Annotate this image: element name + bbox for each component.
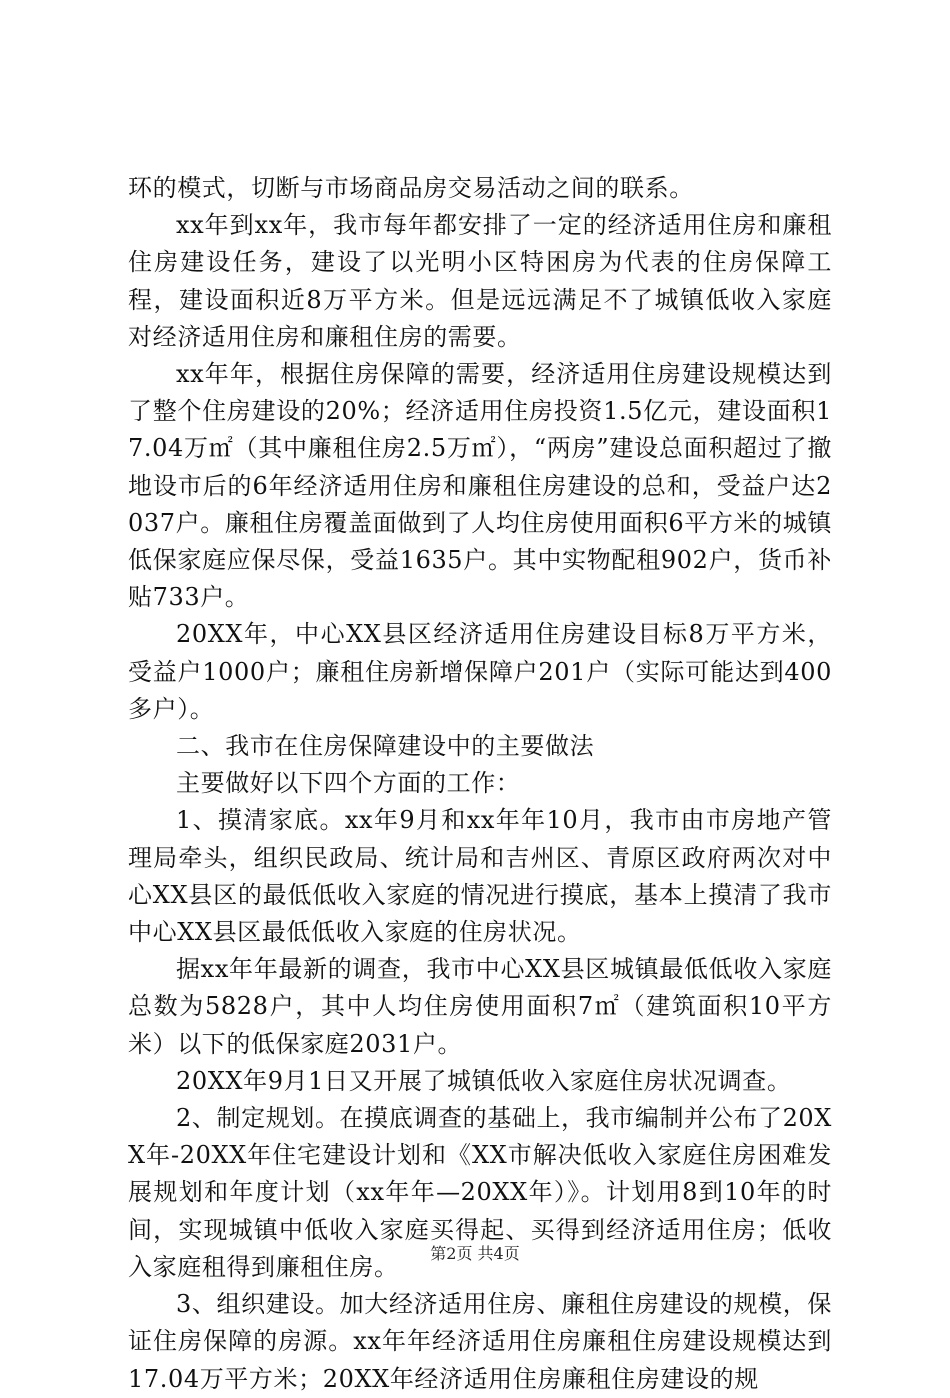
page-footer: 第2页 共4页 [430,1244,520,1263]
paragraph-3: xx年年，根据住房保障的需要，经济适用住房建设规模达到了整个住房建设的20%；经济适用住房投资1.5亿元，建设面积17.04万㎡（其中廉租住房2.5万㎡），“两房”建设总面积超过了撤地设市后的6年经济适用住房和廉租住房建设的总和，受益户达2037户。廉租住房覆盖面做到了人均住房使用面积6平方米的城镇低保家庭应保尽保，受益1635户。其中实物配租902户，货币补贴733户。 [128,360,832,612]
paragraph-4: 20XX年，中心XX县区经济适用住房建设目标8万平方米，受益户1000户；廉租住房新增保障户201户（实际可能达到400多户）。 [128,620,832,723]
paragraph-2: xx年到xx年，我市每年都安排了一定的经济适用住房和廉租住房建设任务，建设了以光明小区特困房为代表的住房保障工程，建设面积近8万平方米。但是远远满足不了城镇低收入家庭对经济适用住房和廉租住房的需要。 [128,211,832,351]
document-body [128,170,832,1398]
paragraph-1: 环的模式，切断与市场商品房交易活动之间的联系。 [128,174,694,202]
paragraph-6: 1、摸清家底。xx年9月和xx年年10月，我市由市房地产管理局牵头，组织民政局、统计局和吉州区、青原区政府两次对中心XX县区的最低低收入家庭的情况进行摸底，基本上摸清了我市中心XX县区最低低收入家庭的住房状况。 [128,806,832,947]
paragraph-10: 3、组织建设。加大经济适用住房、廉租住房建设的规模，保证住房保障的房源。xx年年经济适用住房廉租住房建设规模达到17.04万平方米；20XX年经济适用住房廉租住房建设的规 [128,1290,832,1393]
paragraph-8: 20XX年9月1日又开展了城镇低收入家庭住房状况调查。 [176,1066,792,1095]
paragraph-7: 据xx年年最新的调查，我市中心XX县区城镇最低低收入家庭总数为5828户，其中人均住房使用面积7㎡（建筑面积10平方米）以下的低保家庭2031户。 [128,955,832,1058]
paragraph-9: 2、制定规划。在摸底调查的基础上，我市编制并公布了20XX年-20XX年住宅建设计划和《XX市解决低收入家庭住房困难发展规划和年度计划（xx年年—20XX年）》。计划用8到10年的时间，实现城镇中低收入家庭买得起、买得到经济适用住房；低收入家庭租得到廉租住房。 [128,1104,832,1281]
section-heading: 二、我市在住房保障建设中的主要做法 [176,732,595,761]
paragraph-5: 主要做好以下四个方面的工作： [176,769,521,798]
